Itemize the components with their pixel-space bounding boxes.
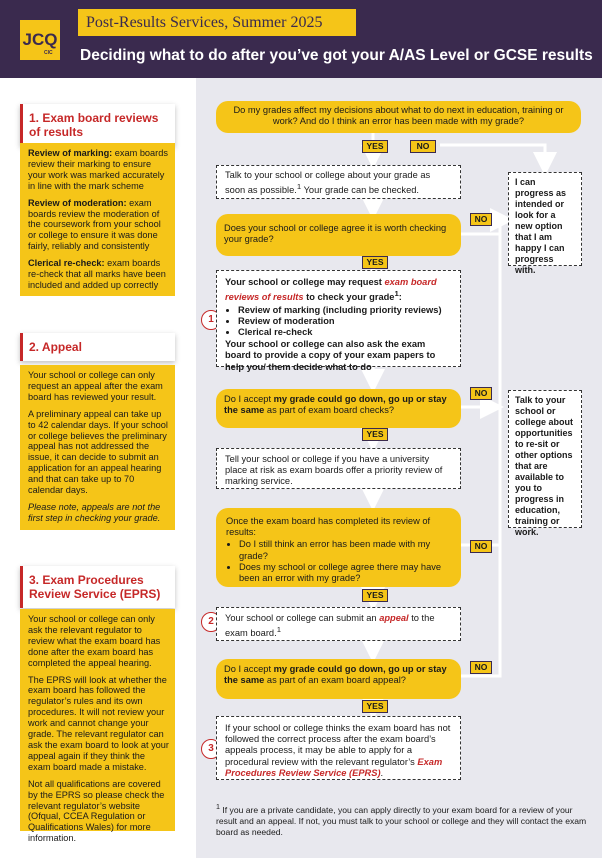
box-submit-appeal: Your school or college can submit an appeal to the exam board.$^1$ (216, 607, 461, 641)
step-number-1: 1 (201, 310, 221, 330)
no-label: NO (410, 140, 436, 153)
question-accept-checks: Do I accept my grade could go down, go up or stay the same as part of exam board checks? (216, 389, 461, 428)
jcq-logo: JCQ CIC (20, 20, 60, 60)
no-label: NO (470, 540, 492, 553)
no-label: NO (470, 213, 492, 226)
box-talk-to-school: Talk to your school or college about your grade as soon as possible.$^1$ Your grade can be checked. (216, 165, 461, 199)
box-progress-as-intended: I can progress as intended or look for a new option that I am happy I can progress with. (508, 172, 582, 266)
step-number-3: 3 (201, 739, 221, 759)
box-request-reviews: Your school or college may request exam board reviews of results to check your grade$^1$: • Review of marking (including priority reviews) • Review of moderation • Clerical re-check Your school or college can also ask the exam board to provide a copy of your exam papers to help you/ them decide what to do (216, 270, 461, 367)
yes-label: YES (362, 140, 388, 153)
question-school-agree: Does your school or college agree it is worth checking your grade? (216, 214, 461, 256)
page-banner: Post-Results Services, Summer 2025 (78, 9, 356, 36)
yes-label: YES (362, 700, 388, 713)
yes-label: YES (362, 589, 388, 602)
box-talk-options: Talk to your school or college about opportunities to re-sit or other options that are available to you to progress in education, training or work. (508, 390, 582, 528)
yes-label: YES (362, 428, 388, 441)
box-priority-review: Tell your school or college if you have a university place at risk as exam boards offer a priority review of marking service. (216, 448, 461, 489)
footnote: $^1$ If you are a private candidate, you can apply directly to your exam board for a review of your result and an appeal. If not, you must talk to your school or college and they will contact the exam board as needed. (216, 803, 587, 837)
box-eprs: If your school or college thinks the exam board has not followed the correct process after the exam board’s appeals process, it may be able to apply for a procedural review with the relevant regulator’s Exam Procedures Review Service (EPRS). (216, 716, 461, 780)
question-accept-appeal: Do I accept my grade could go down, go up or stay the same as part of an exam board appeal? (216, 659, 461, 699)
section-3-title: 3. Exam Procedures Review Service (EPRS) (20, 566, 175, 608)
section-2-body: Your school or college can only request an appeal after the exam board has reviewed your result. A preliminary appeal can take up to 42 calendar days. If your school or college believes the preliminary appeal has not addressed the issue, it can decide to submit an application for an appeal hearing and that can take up to 70 calendar days. Please note, appeals are not the first step in checking your grade. (20, 365, 175, 530)
section-1-title: 1. Exam board reviews of results (20, 104, 175, 146)
section-1-body: Review of marking: exam boards review their marking to ensure your work was marked accurately in line with the mark scheme Review of moderation: exam boards review the moderation of the coursework from your school or college to ensure it was done fairly, reliably and consistently Clerical re-check: exam boards re-check that all marks have been included and added up correctly (20, 143, 175, 296)
page-title: Deciding what to do after you’ve got your A/AS Level or GCSE results (80, 47, 593, 64)
question-after-review: Once the exam board has completed its review of results: • Do I still think an error has been made with my grade? • Does my school or college agree there may have been an error with my grade? (216, 508, 461, 587)
no-label: NO (470, 387, 492, 400)
yes-label: YES (362, 256, 388, 269)
step-number-2: 2 (201, 612, 221, 632)
question-grades-affect: Do my grades affect my decisions about what to do next in education, training or work? And do I think an error has been made with my grade? (216, 101, 581, 133)
section-2-title: 2. Appeal (20, 333, 175, 361)
section-3-body: Your school or college can only ask the relevant regulator to review what the exam board has done after the exam board has completed the appeal hearing. The EPRS will look at whether the exam board has followed the regulator’s rules and its own procedures. It will not review your work and cannot change your grade. The relevant regulator can ask the exam board to look at your appeal again if they think the exam board made a mistake. Not all qualifications are covered by the EPRS so please check the relevant regulator’s website (Ofqual, CCEA Regulation or Qualifications Wales) for more information. (20, 609, 175, 831)
no-label: NO (470, 661, 492, 674)
